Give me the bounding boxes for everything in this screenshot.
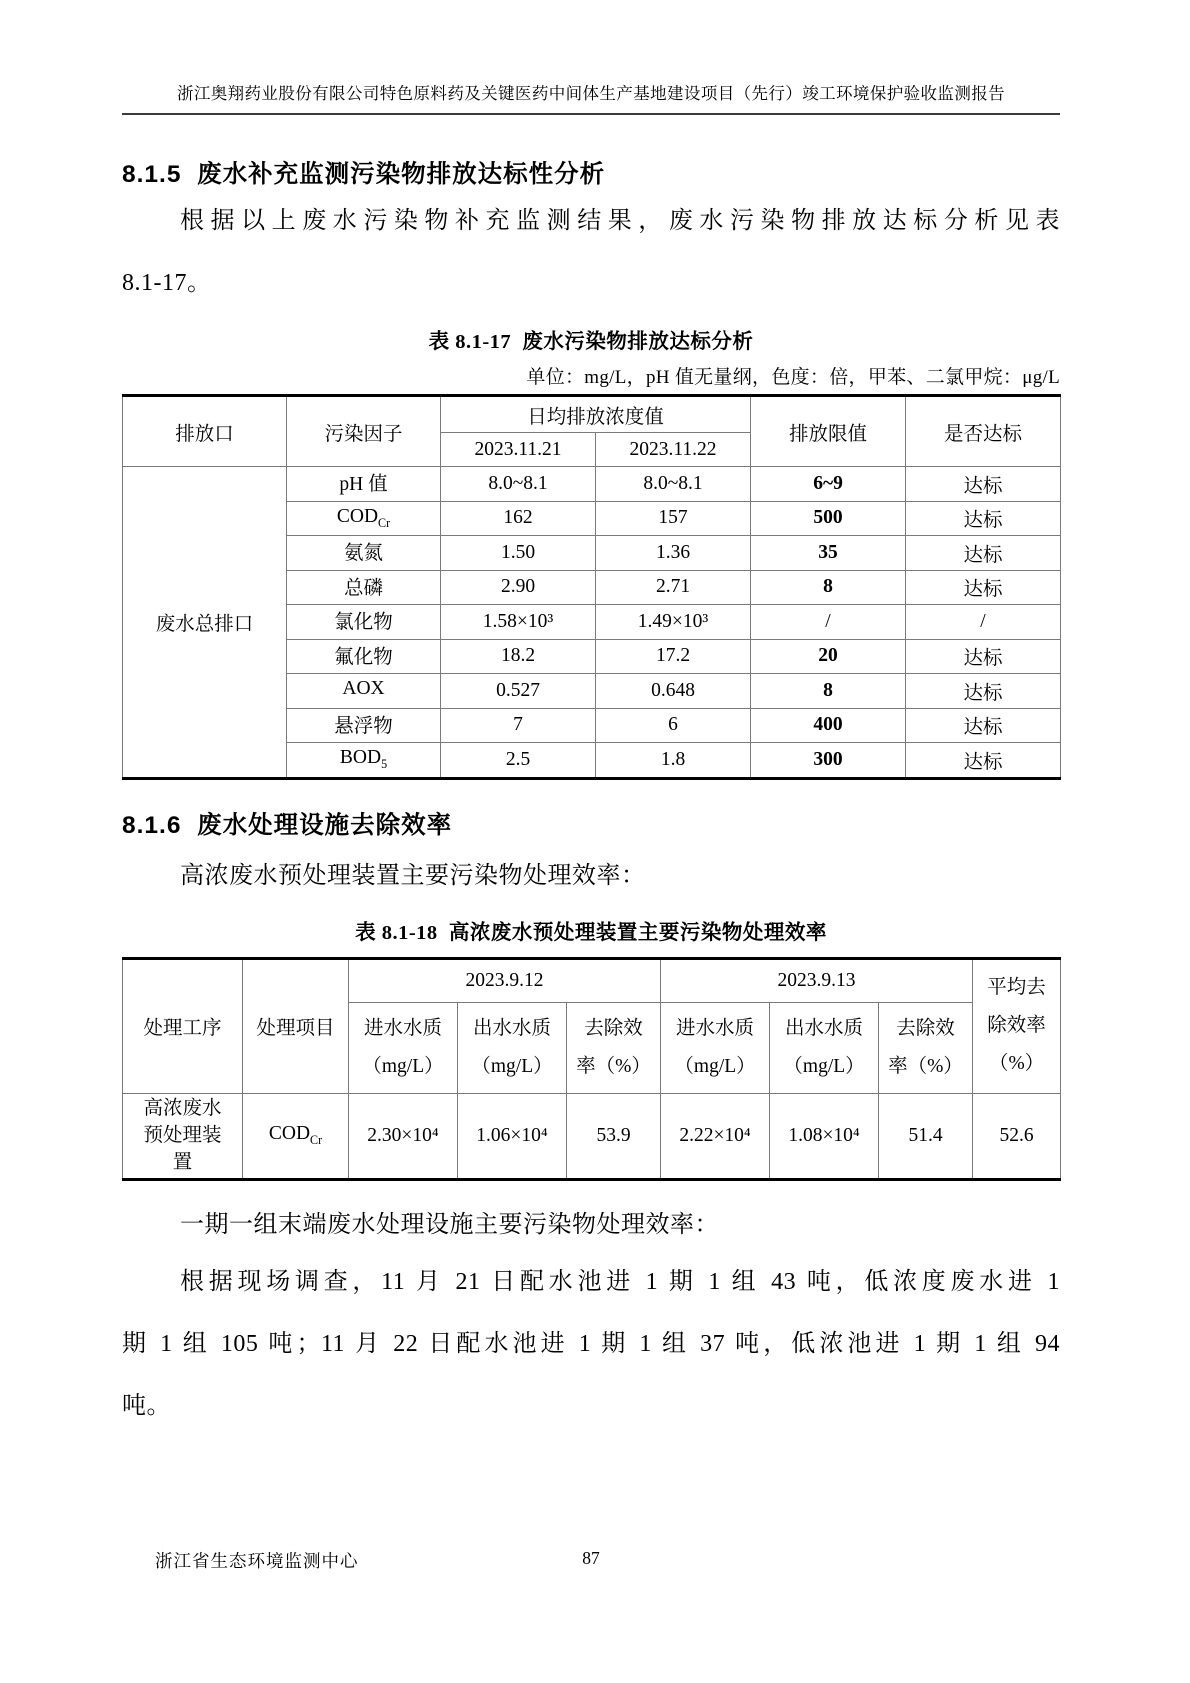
compliance-cell: 达标	[906, 708, 1061, 743]
table2-title: 表 8.1-18 高浓废水预处理装置主要污染物处理效率	[355, 921, 827, 944]
page-number: 87	[582, 1548, 600, 1568]
header-line: 进水水质	[363, 1017, 442, 1039]
value-cell: 1.50	[441, 536, 596, 571]
value-cell: 157	[596, 501, 751, 536]
factor-subscript: Cr	[378, 515, 391, 530]
header-line: 出水水质	[785, 1017, 864, 1039]
table-header-row	[123, 396, 1061, 433]
value-cell: 2.30×10⁴	[349, 1093, 458, 1179]
factor-cell	[287, 501, 441, 536]
header-line: 除效率	[987, 1015, 1046, 1036]
header-line: （mg/L）	[783, 1055, 865, 1077]
limit-cell: 300	[751, 743, 906, 779]
factor-label: AOX	[342, 678, 385, 700]
value-cell: 53.9	[567, 1093, 661, 1179]
col-header-average-removal	[973, 958, 1061, 1093]
paragraph-line: 一期一组末端废水处理设施主要污染物处理效率：	[180, 1211, 719, 1238]
table1-unit-note: 单位：mg/L，pH 值无量纲，色度：倍，甲苯、二氯甲烷：μg/L	[526, 367, 1060, 388]
factor-label: 悬浮物	[334, 715, 393, 737]
header-line: 平均去	[987, 977, 1046, 998]
value-cell: 2.22×10⁴	[661, 1093, 770, 1179]
value-cell: 0.648	[596, 674, 751, 709]
table-row	[123, 467, 1061, 502]
header-line: 出水水质	[472, 1017, 551, 1039]
section-heading-8-1-5: 8.1.5 废水补充监测污染物排放达标性分析	[122, 161, 606, 188]
average-cell: 52.6	[973, 1093, 1061, 1179]
value-cell: 2.5	[441, 743, 596, 779]
compliance-cell: 达标	[906, 639, 1061, 674]
col-header-outlet: 排放口	[123, 396, 287, 467]
value-cell: 6	[596, 708, 751, 743]
value-cell: 162	[441, 501, 596, 536]
table1-title: 表 8.1-17 废水污染物排放达标分析	[428, 331, 754, 353]
value-cell: 1.58×10³	[441, 605, 596, 640]
compliance-cell: 达标	[906, 743, 1061, 779]
outlet-cell: 废水总排口	[123, 467, 287, 779]
item-subscript: Cr	[310, 1132, 323, 1147]
factor-cell	[287, 639, 441, 674]
value-cell: 7	[441, 708, 596, 743]
compliance-cell: 达标	[906, 501, 1061, 536]
col-header-inlet	[349, 1002, 458, 1093]
col-header-outlet-quality	[458, 1002, 567, 1093]
factor-label: BOD	[339, 747, 382, 769]
col-header-compliance: 是否达标	[906, 396, 1061, 467]
col-header-daily-avg: 日均排放浓度值	[441, 396, 751, 433]
limit-cell: /	[751, 605, 906, 640]
factor-cell	[287, 467, 441, 502]
col-header-limit: 排放限值	[751, 396, 906, 467]
header-line: 去除效	[896, 1017, 955, 1039]
factor-label: 氟化物	[334, 646, 393, 668]
factor-cell	[287, 743, 441, 779]
compliance-cell: 达标	[906, 570, 1061, 605]
header-line: （mg/L）	[362, 1055, 444, 1077]
col-header-date2: 2023.9.13	[661, 958, 973, 1002]
value-cell: 1.49×10³	[596, 605, 751, 640]
section-heading-8-1-6: 8.1.6 废水处理设施去除效率	[122, 811, 453, 839]
factor-cell	[287, 708, 441, 743]
table-row	[123, 1093, 1061, 1179]
process-cell: 高浓废水预处理装置	[123, 1093, 243, 1179]
col-header-outlet-quality	[770, 1002, 879, 1093]
value-cell: 8.0~8.1	[441, 467, 596, 502]
compliance-cell: 达标	[906, 674, 1061, 709]
value-cell: 8.0~8.1	[596, 467, 751, 502]
table-header-row	[123, 958, 1061, 1002]
value-cell: 17.2	[596, 639, 751, 674]
footer-organization: 浙江省生态环境监测中心	[155, 1551, 359, 1571]
paragraph-line: 吨。	[122, 1392, 171, 1419]
item-label: COD	[268, 1123, 311, 1145]
factor-label: 氯化物	[334, 612, 393, 634]
header-line: （mg/L）	[674, 1055, 756, 1077]
table-discharge-compliance	[122, 394, 1061, 780]
value-cell: 18.2	[441, 639, 596, 674]
paragraph-line: 高浓废水预处理装置主要污染物处理效率：	[180, 862, 646, 889]
factor-label: 氨氮	[343, 543, 383, 565]
col-header-process: 处理工序	[123, 958, 243, 1093]
limit-cell: 8	[751, 674, 906, 709]
factor-cell	[287, 570, 441, 605]
page-footer	[122, 1548, 1060, 1573]
header-line: （%）	[988, 1053, 1045, 1074]
compliance-cell: 达标	[906, 536, 1061, 571]
col-header-inlet	[661, 1002, 770, 1093]
header-line: 进水水质	[676, 1017, 755, 1039]
limit-cell: 35	[751, 536, 906, 571]
limit-cell: 20	[751, 639, 906, 674]
paragraph-line: 根据现场调查，11 月 21 日配水池进 1 期 1 组 43 吨，低浓度废水进 1	[180, 1268, 1060, 1295]
col-header-date1: 2023.11.21	[441, 433, 596, 467]
value-cell: 1.36	[596, 536, 751, 571]
paragraph-line: 根据以上废水污染物补充监测结果，废水污染物排放达标分析见表	[180, 208, 1060, 234]
value-cell: 2.90	[441, 570, 596, 605]
paragraph-line: 期 1 组 105 吨；11 月 22 日配水池进 1 期 1 组 37 吨，低浓池进 1 期 1 组 94	[122, 1330, 1060, 1357]
compliance-cell: /	[906, 605, 1061, 640]
document-header: 浙江奥翔药业股份有限公司特色原料药及关键医药中间体生产基地建设项目（先行）竣工环境保护验收监测报告	[122, 0, 1060, 115]
col-header-date1: 2023.9.12	[349, 958, 661, 1002]
col-header-removal	[567, 1002, 661, 1093]
factor-cell	[287, 674, 441, 709]
header-line: 率（%）	[888, 1055, 963, 1077]
limit-cell: 8	[751, 570, 906, 605]
compliance-cell: 达标	[906, 467, 1061, 502]
factor-label: COD	[336, 505, 379, 527]
header-line: （mg/L）	[471, 1055, 553, 1077]
factor-label: pH 值	[339, 474, 388, 496]
value-cell: 1.8	[596, 743, 751, 779]
col-header-removal	[879, 1002, 973, 1093]
value-cell: 1.08×10⁴	[770, 1093, 879, 1179]
value-cell: 2.71	[596, 570, 751, 605]
limit-cell: 6~9	[751, 467, 906, 502]
value-cell: 1.06×10⁴	[458, 1093, 567, 1179]
header-line: 去除效	[584, 1017, 643, 1039]
table-pretreatment-efficiency	[122, 957, 1061, 1181]
item-cell	[243, 1093, 349, 1179]
col-header-date2: 2023.11.22	[596, 433, 751, 467]
col-header-item: 处理项目	[243, 958, 349, 1093]
limit-cell: 500	[751, 501, 906, 536]
factor-cell	[287, 536, 441, 571]
paragraph-line: 8.1-17。	[122, 270, 212, 296]
col-header-factor: 污染因子	[287, 396, 441, 467]
factor-subscript: 5	[381, 757, 388, 772]
limit-cell: 400	[751, 708, 906, 743]
factor-cell	[287, 605, 441, 640]
value-cell: 0.527	[441, 674, 596, 709]
value-cell: 51.4	[879, 1093, 973, 1179]
header-line: 率（%）	[576, 1055, 651, 1077]
factor-label: 总磷	[343, 577, 383, 599]
